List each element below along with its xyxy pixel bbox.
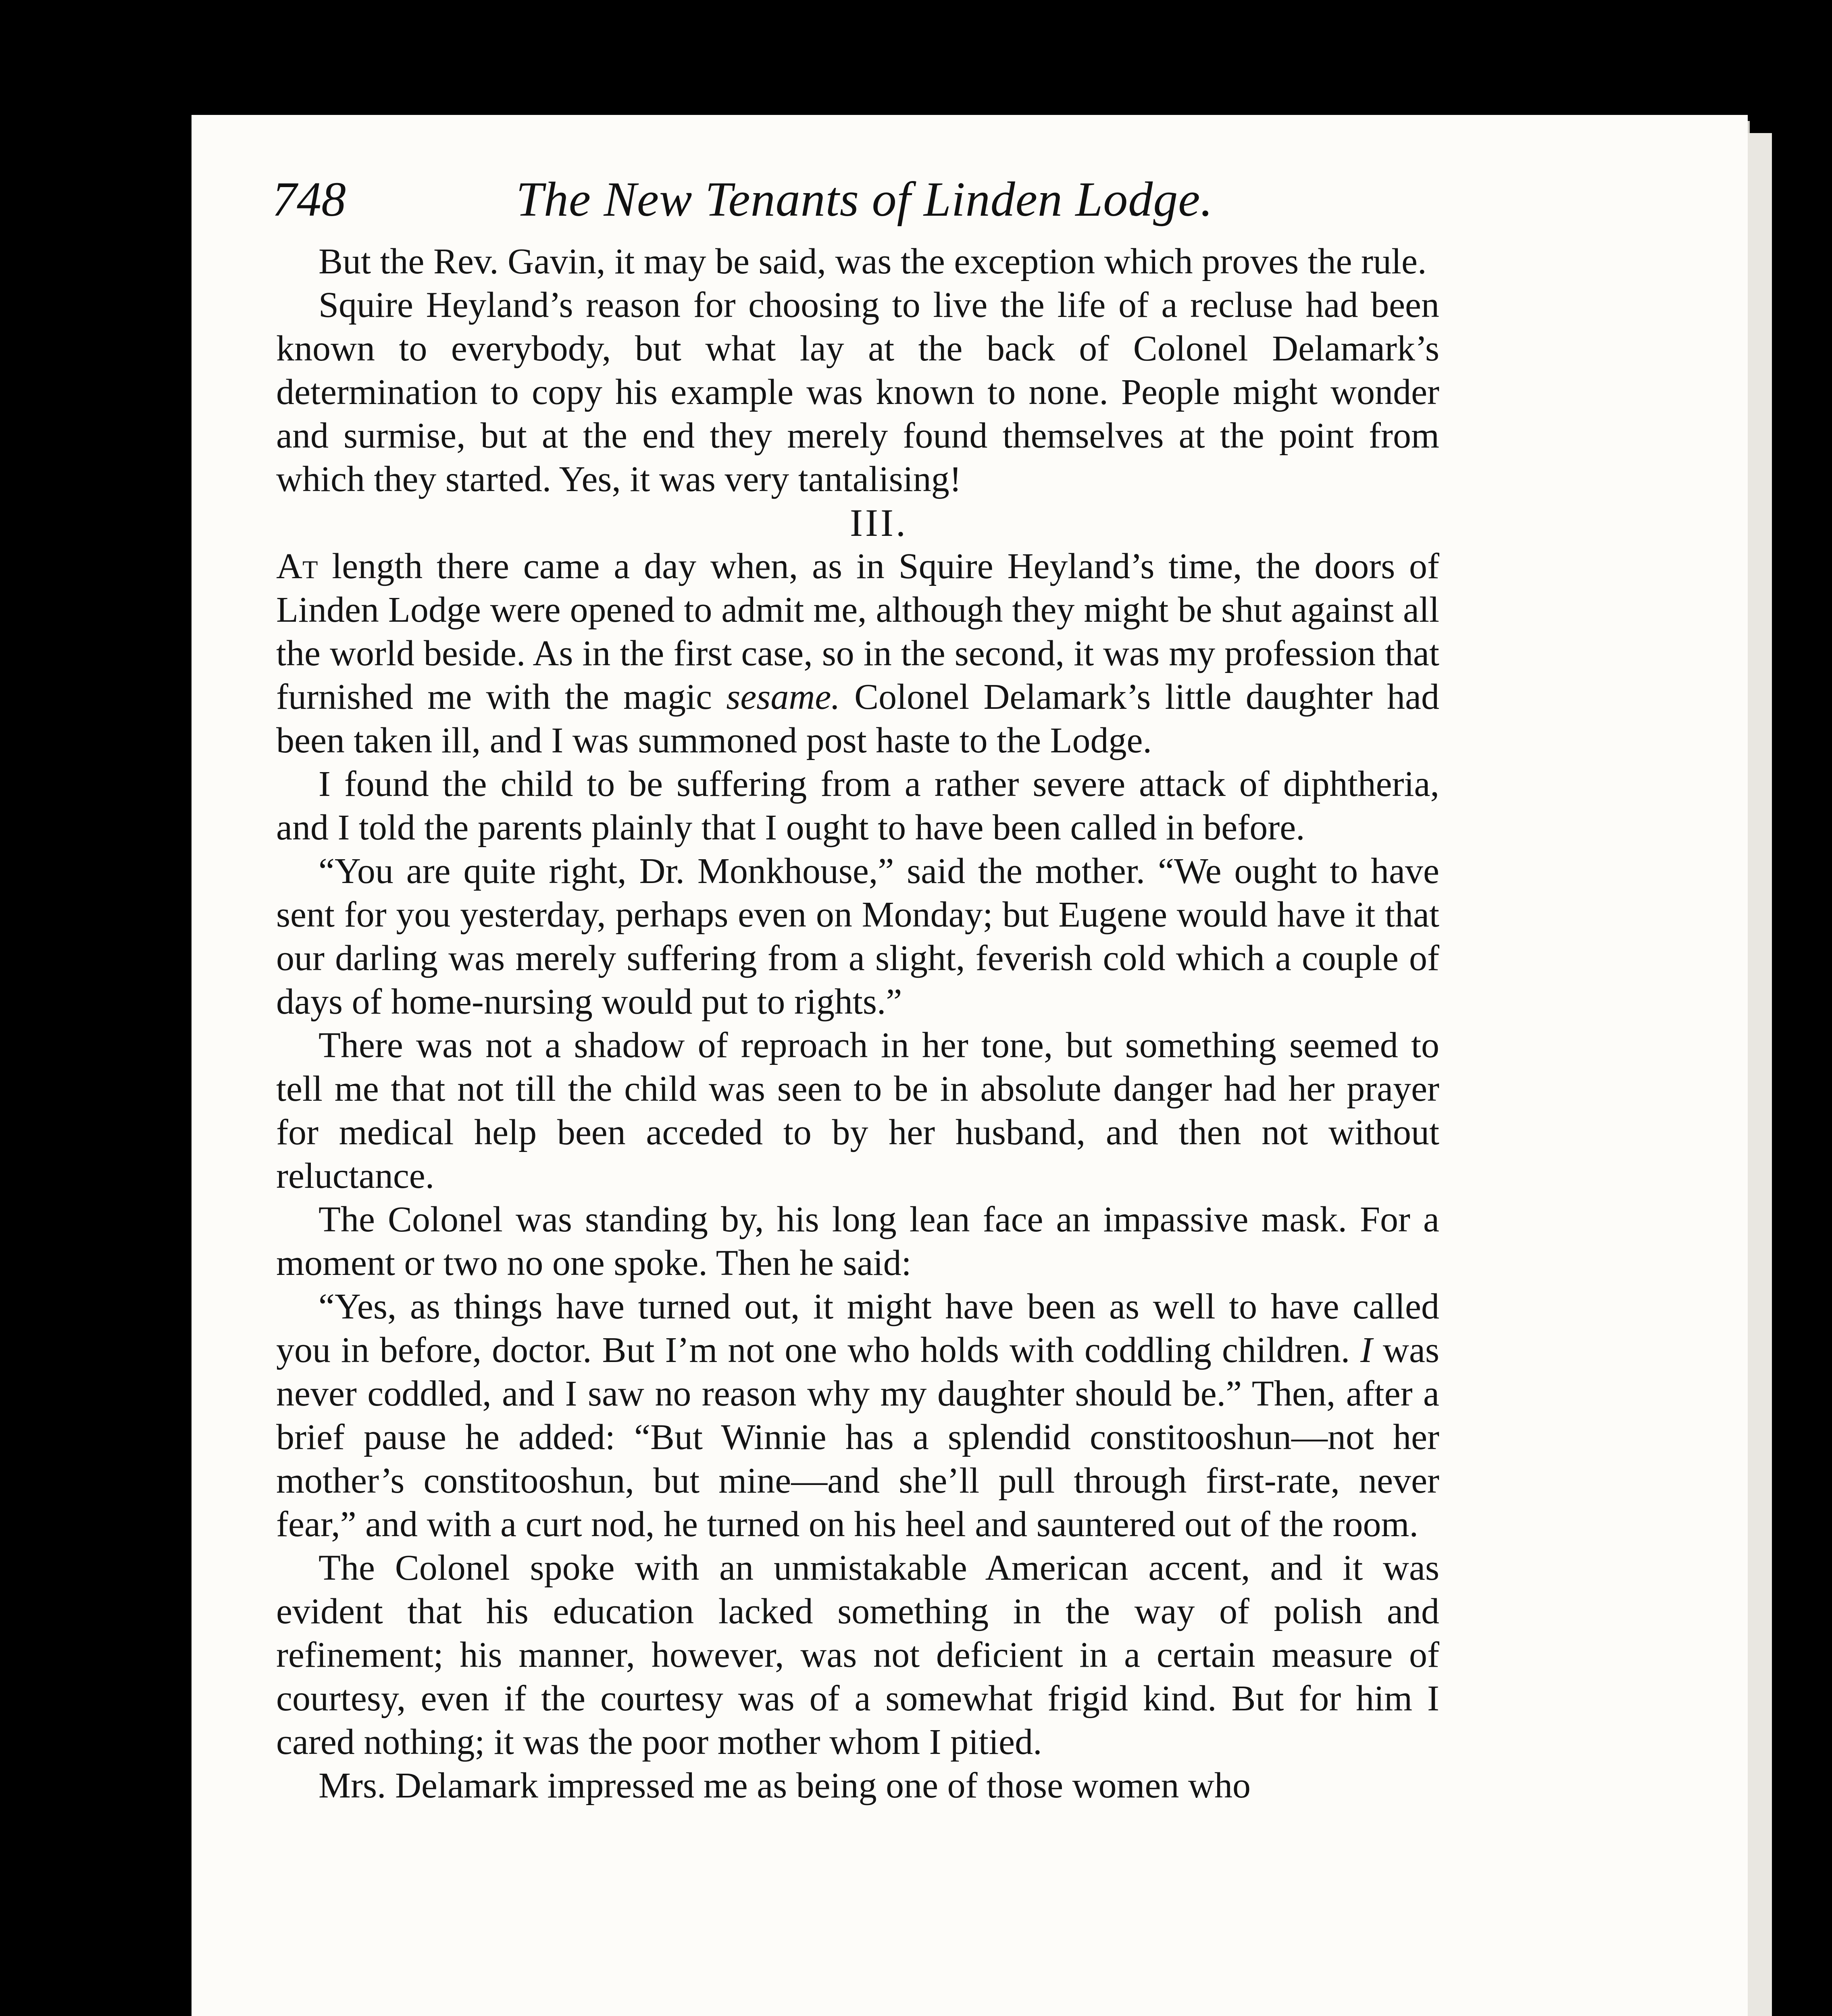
paragraph-text: length there came a day when, as in Squire Heyland’s time, the doors of Linden Lodge were opened to admit me, although they might be shut against all the world beside. As in the first case, so in the second, it was my profession that furnished me with the magic bbox=[276, 546, 1439, 717]
paragraph-italic-text: sesame. bbox=[726, 677, 840, 717]
paragraph-italic-text: I bbox=[1360, 1330, 1373, 1370]
paragraph: The Colonel spoke with an unmistakable American accent, and it was evident that his education lacked something in the way of polish and refinement; his manner, however, was not deficient in a certain measure of courtesy, even if the courtesy was of a somewhat frigid kind. But for him I cared nothing; it was the poor mother whom I pitied. bbox=[276, 1548, 1439, 1762]
paragraph-text: “Yes, as things have turned out, it might have been as well to have called you in before, doctor. But I’m not one who holds with coddling children. bbox=[276, 1287, 1439, 1370]
paragraph: There was not a shadow of reproach in her tone, but something seemed to tell me that not till the child was seen to be in absolute danger had her prayer for medical help been acceded to by her husband, and then not without reluctance. bbox=[276, 1025, 1439, 1196]
paragraph-text: Colonel Delamark’s little daughter had been taken ill, and I was summoned post haste to the Lodge. bbox=[276, 677, 1439, 760]
paragraph: Mrs. Delamark impressed me as being one of those women who bbox=[319, 1766, 1251, 1806]
paragraph-lead: At bbox=[276, 546, 318, 586]
paragraph-text: was never coddled, and I saw no reason why my daughter should be.” Then, after a brief pause he added: “But Winnie has a splendid constitooshun—not her mother’s constitooshun, but mine—and she’ll pull through first-rate, never fear,” and with a curt nod, he turned on his heel and sauntered out of the room. bbox=[276, 1330, 1440, 1544]
body-text bbox=[276, 240, 1439, 1808]
paragraph: I found the child to be suffering from a rather severe attack of diphtheria, and I told the parents plainly that I ought to have been called in before. bbox=[276, 764, 1439, 848]
paragraph: The Colonel was standing by, his long lean face an impassive mask. For a moment or two no one spoke. Then he said: bbox=[276, 1200, 1439, 1283]
running-head bbox=[272, 171, 1405, 236]
paragraph: Squire Heyland’s reason for choosing to live the life of a recluse had been known to everybody, but what lay at the back of Colonel Delamark’s determination to copy his example was known to none. People might wonder and surmise, but at the end they merely found themselves at the point from which they started. Yes, it was very tantalising! bbox=[276, 285, 1439, 499]
paragraph: “You are quite right, Dr. Monkhouse,” said the mother. “We ought to have sent for you yesterday, perhaps even on Monday; but Eugene would have it that our darling was merely suffering from a slight, feverish cold which a couple of days of home-nursing would put to rights.” bbox=[276, 851, 1439, 1022]
paragraph bbox=[276, 545, 1439, 762]
section-heading: III. bbox=[850, 501, 908, 544]
page-number: 748 bbox=[272, 172, 346, 227]
facing-page-edge bbox=[1748, 133, 1772, 2016]
running-title: The New Tenants of Linden Lodge. bbox=[516, 172, 1213, 227]
paragraph bbox=[276, 1285, 1439, 1546]
paragraph: But the Rev. Gavin, it may be said, was the exception which proves the rule. bbox=[319, 242, 1427, 281]
